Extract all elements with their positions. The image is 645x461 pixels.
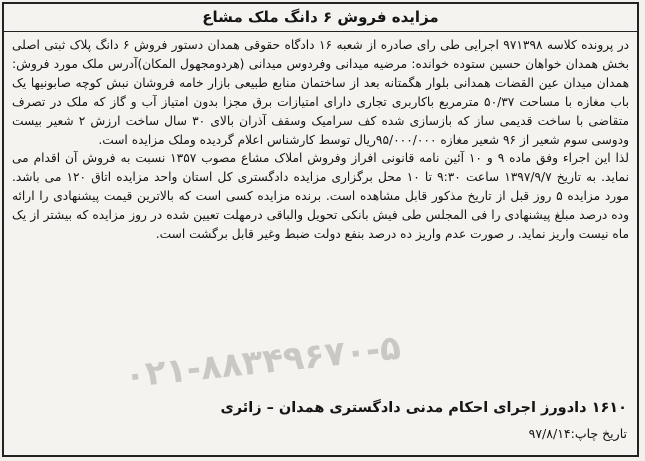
notice-paragraph-case-details: در پرونده کلاسه ۹۷۱۳۹۸ اجرایی طی رای صادره از شعبه ۱۶ دادگاه حقوقی همدان دستور فروش ۶ دانگ پلاک ثبتی اصلی بخش همدان خواهان حسین ستوده خوانده: مرضیه میدانی وفردوس میدانی (هردومجهول المکان)آدرس ملک مورد فروش: همدان میدان عین القضات همدانی بلوار هگمتانه بعد از ساختمان منابع طبیعی بازار خامه فروشان نبش کوچه صابونیها یک باب مغازه با مساحت ۵۰/۳۷ مترمربع باکاربری تجاری دارای امتیازات برق مجزا بدون امتیاز آب و گاز که ملک در تصرف متقاضی با ساخت قدیمی ساز که بازسازی شده کف سرامیک وسقف آذران بالای ۳۰ سال ساخت ارزش ۲ شعیر بیست ودوسی سوم شعیر از ۹۶ شعیر مغازه ۹۵/۰۰۰/۰۰۰ریال توسط کارشناس اعلام گردیده وملک مزایده است. — [12, 38, 630, 147]
notice-signature: ۱۶۱۰ دادورز اجرای احکام مدنی دادگستری همدان – زائری — [220, 400, 627, 416]
notice-title: مزایده فروش ۶ دانگ ملک مشاع — [202, 8, 439, 26]
notice-body — [12, 36, 629, 244]
phone-watermark: ۰۲۱-۸۸۳۴۹۶۷۰-۵ — [122, 327, 403, 397]
title-divider — [4, 31, 637, 32]
auction-notice — [2, 2, 639, 457]
notice-paragraph-auction-terms: لذا این اجراء وفق ماده ۹ و ۱۰ آئین نامه قانونی افراز وفروش املاک مشاع مصوب ۱۳۵۷ نسبت به فروش آن اقدام می نماید. به تاریخ ۱۳۹۷/۹/۷ ساعت ۹:۳۰ تا ۱۰ محل برگزاری مزایده دادگستری کل استان واحد مزایده اتاق ۱۲۰ می باشد. مورد مزایده ۵ روز قبل از تاریخ مذکور قابل مشاهده است. برنده مزایده کسی است که بالاترین قیمت پیشنهادی را ارائه وده درصد مبلغ پیشنهادی را فی المجلس طی فیش بانکی تحویل والباقی درمهلت تعیین شده در روز مزایده که بیشتر از یک ماه نیست واریز نماید. ر صورت عدم واریز ده درصد بنفع دولت ضبط وغیر قابل برگشت است. — [12, 151, 630, 242]
print-date: تاریخ چاپ:۹۷/۸/۱۴ — [528, 426, 627, 441]
